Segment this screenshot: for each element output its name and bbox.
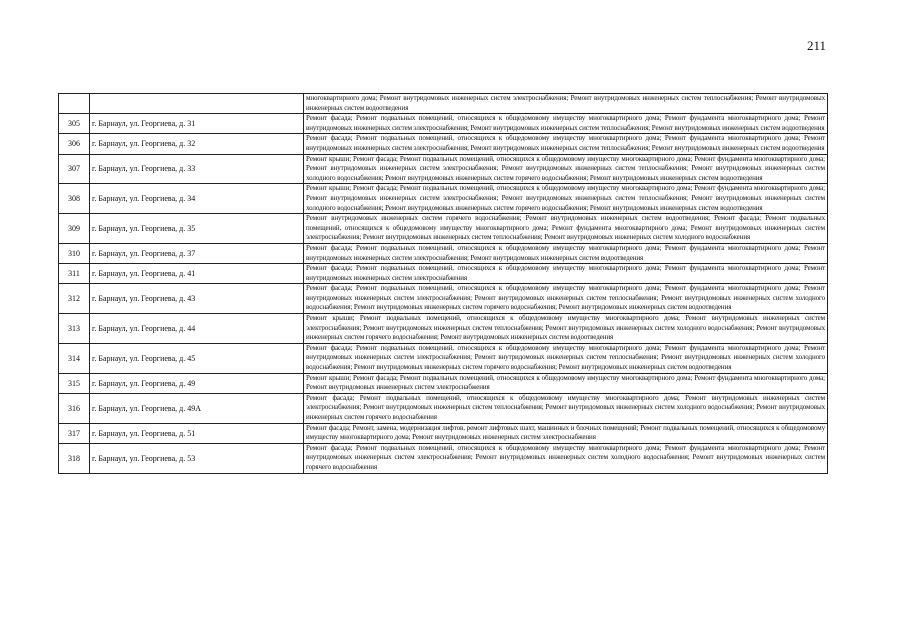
address-cell: г. Барнаул, ул. Георгиева, д. 45 — [90, 343, 304, 373]
table-row — [59, 154, 828, 184]
row-number: 308 — [59, 184, 90, 214]
address-cell: г. Барнаул, ул. Георгиева, д. 32 — [90, 134, 304, 154]
row-number: 310 — [59, 243, 90, 263]
table-row — [59, 134, 828, 154]
table-row — [59, 94, 828, 114]
row-number: 313 — [59, 314, 90, 344]
row-number: 306 — [59, 134, 90, 154]
table-row — [59, 264, 828, 284]
works-cell: Ремонт фасада; Ремонт подвальных помещений, относящихся к общедомовому имуществу многоквартирного дома; Ремонт фундамента многоквартирного дома; Ремонт внутридомовых инженерных систем электроснабжения; Ремонт внутридомовых инженерных систем теплоснабжения; Ремонт внутридомовых инженерных систем водоотведения — [304, 114, 828, 134]
works-cell: Ремонт крыши; Ремонт фасада; Ремонт подвальных помещений, относящихся к общедомовому имуществу многоквартирного дома; Ремонт фундамента многоквартирного дома; Ремонт внутридомовых инженерных систем электроснабжения — [304, 373, 828, 393]
works-cell: Ремонт внутридомовых инженерных систем горячего водоснабжения; Ремонт внутридомовых инженерных систем водоотведения; Ремонт фасада; Ремонт подвальных помещений, относящихся к общедомовому имуществу многоквартирного дома; Ремонт фундамента многоквартирного дома; Ремонт внутридомовых инженерных систем электроснабжения; Ремонт внутридомовых инженерных систем теплоснабжения; Ремонт внутридомовых инженерных систем холодного водоснабжения — [304, 214, 828, 244]
row-number: 305 — [59, 114, 90, 134]
address-cell: г. Барнаул, ул. Георгиева, д. 49А — [90, 393, 304, 423]
address-cell: г. Барнаул, ул. Георгиева, д. 34 — [90, 184, 304, 214]
address-cell: г. Барнаул, ул. Георгиева, д. 51 — [90, 423, 304, 443]
table-row — [59, 373, 828, 393]
works-cell: Ремонт крыши; Ремонт фасада; Ремонт подвальных помещений, относящихся к общедомовому имуществу многоквартирного дома; Ремонт фундамента многоквартирного дома; Ремонт внутридомовых инженерных систем электроснабжения; Ремонт внутридомовых инженерных систем теплоснабжения; Ремонт внутридомовых инженерных систем холодного водоснабжения; Ремонт внутридомовых инженерных систем горячего водоснабжения; Ремонт внутридомовых инженерных систем водоотведения — [304, 184, 828, 214]
address-cell: г. Барнаул, ул. Георгиева, д. 49 — [90, 373, 304, 393]
row-number: 307 — [59, 154, 90, 184]
row-number: 314 — [59, 343, 90, 373]
table-row — [59, 114, 828, 134]
works-cell: Ремонт крыши; Ремонт подвальных помещений, относящихся к общедомовому имуществу многоквартирного дома; Ремонт внутридомовых инженерных систем электроснабжения; Ремонт внутридомовых инженерных систем теплоснабжения; Ремонт внутридомовых инженерных систем холодного водоснабжения; Ремонт внутридомовых инженерных систем горячего водоснабжения; Ремонт внутридомовых инженерных систем водоотведения — [304, 314, 828, 344]
row-number: 309 — [59, 214, 90, 244]
address-cell: г. Барнаул, ул. Георгиева, д. 44 — [90, 314, 304, 344]
table-row — [59, 393, 828, 423]
row-number: 316 — [59, 393, 90, 423]
table-row — [59, 343, 828, 373]
address-cell: г. Барнаул, ул. Георгиева, д. 53 — [90, 443, 304, 473]
works-cell: Ремонт фасада; Ремонт подвальных помещений, относящихся к общедомовому имуществу многоквартирного дома; Ремонт фундамента многоквартирного дома; Ремонт внутридомовых инженерных систем электроснабжения; Ремонт внутридомовых инженерных систем водоотведения — [304, 243, 828, 263]
works-cell: Ремонт фасада; Ремонт подвальных помещений, относящихся к общедомовому имуществу многоквартирного дома; Ремонт внутридомовых инженерных систем электроснабжения; Ремонт внутридомовых инженерных систем теплоснабжения; Ремонт внутридомовых инженерных систем холодного водоснабжения; Ремонт внутридомовых инженерных систем горячего водоснабжения — [304, 393, 828, 423]
row-number — [59, 94, 90, 114]
address-cell — [90, 94, 304, 114]
row-number: 318 — [59, 443, 90, 473]
works-cell: Ремонт фасада; Ремонт подвальных помещений, относящихся к общедомовому имуществу многоквартирного дома; Ремонт фундамента многоквартирного дома; Ремонт внутридомовых инженерных систем электроснабжения; Ремонт внутридомовых инженерных систем холодного водоснабжения; Ремонт внутридомовых инженерных систем горячего водоснабжения — [304, 443, 828, 473]
row-number: 311 — [59, 264, 90, 284]
works-cell: Ремонт фасада; Ремонт подвальных помещений, относящихся к общедомовому имуществу многоквартирного дома; Ремонт фундамента многоквартирного дома; Ремонт внутридомовых инженерных систем электроснабжения; Ремонт внутридомовых инженерных систем теплоснабжения; Ремонт внутридомовых инженерных систем холодного водоснабжения; Ремонт внутридомовых инженерных систем горячего водоснабжения; Ремонт внутридомовых инженерных систем водоотведения — [304, 343, 828, 373]
repair-table — [58, 93, 828, 474]
works-cell: Ремонт фасада; Ремонт подвальных помещений, относящихся к общедомовому имуществу многоквартирного дома; Ремонт фундамента многоквартирного дома; Ремонт внутридомовых инженерных систем электроснабжения — [304, 264, 828, 284]
table-row — [59, 423, 828, 443]
address-cell: г. Барнаул, ул. Георгиева, д. 35 — [90, 214, 304, 244]
row-number: 315 — [59, 373, 90, 393]
table-row — [59, 314, 828, 344]
row-number: 317 — [59, 423, 90, 443]
address-cell: г. Барнаул, ул. Георгиева, д. 37 — [90, 243, 304, 263]
works-cell: Ремонт крыши; Ремонт фасада; Ремонт подвальных помещений, относящихся к общедомовому имуществу многоквартирного дома; Ремонт фундамента многоквартирного дома; Ремонт внутридомовых инженерных систем электроснабжения; Ремонт внутридомовых инженерных систем теплоснабжения; Ремонт внутридомовых инженерных систем холодного водоснабжения; Ремонт внутридомовых инженерных систем горячего водоснабжения; Ремонт внутридомовых инженерных систем водоотведения — [304, 154, 828, 184]
address-cell: г. Барнаул, ул. Георгиева, д. 33 — [90, 154, 304, 184]
repair-table-body — [59, 94, 828, 474]
address-cell: г. Барнаул, ул. Георгиева, д. 41 — [90, 264, 304, 284]
address-cell: г. Барнаул, ул. Георгиева, д. 43 — [90, 284, 304, 314]
address-cell: г. Барнаул, ул. Георгиева, д. 31 — [90, 114, 304, 134]
works-cell: многоквартирного дома; Ремонт внутридомовых инженерных систем электроснабжения; Ремонт внутридомовых инженерных систем теплоснабжения; Ремонт внутридомовых инженерных систем водоотведения — [304, 94, 828, 114]
table-row — [59, 243, 828, 263]
table-row — [59, 214, 828, 244]
works-cell: Ремонт фасада; Ремонт, замена, модернизация лифтов, ремонт лифтовых шахт, машинных и блочных помещений; Ремонт подвальных помещений, относящихся к общедомовому имуществу многоквартирного дома; Ремонт внутридомовых инженерных систем электроснабжения — [304, 423, 828, 443]
table-row — [59, 443, 828, 473]
table-row — [59, 184, 828, 214]
page-number: 211 — [806, 38, 826, 53]
works-cell: Ремонт фасада; Ремонт подвальных помещений, относящихся к общедомовому имуществу многоквартирного дома; Ремонт фундамента многоквартирного дома; Ремонт внутридомовых инженерных систем электроснабжения; Ремонт внутридомовых инженерных систем теплоснабжения; Ремонт внутридомовых инженерных систем холодного водоснабжения; Ремонт внутридомовых инженерных систем горячего водоснабжения; Ремонт внутридомовых инженерных систем водоотведения — [304, 284, 828, 314]
row-number: 312 — [59, 284, 90, 314]
works-cell: Ремонт фасада; Ремонт подвальных помещений, относящихся к общедомовому имуществу многоквартирного дома; Ремонт фундамента многоквартирного дома; Ремонт внутридомовых инженерных систем электроснабжения; Ремонт внутридомовых инженерных систем теплоснабжения; Ремонт внутридомовых инженерных систем водоотведения — [304, 134, 828, 154]
table-row — [59, 284, 828, 314]
